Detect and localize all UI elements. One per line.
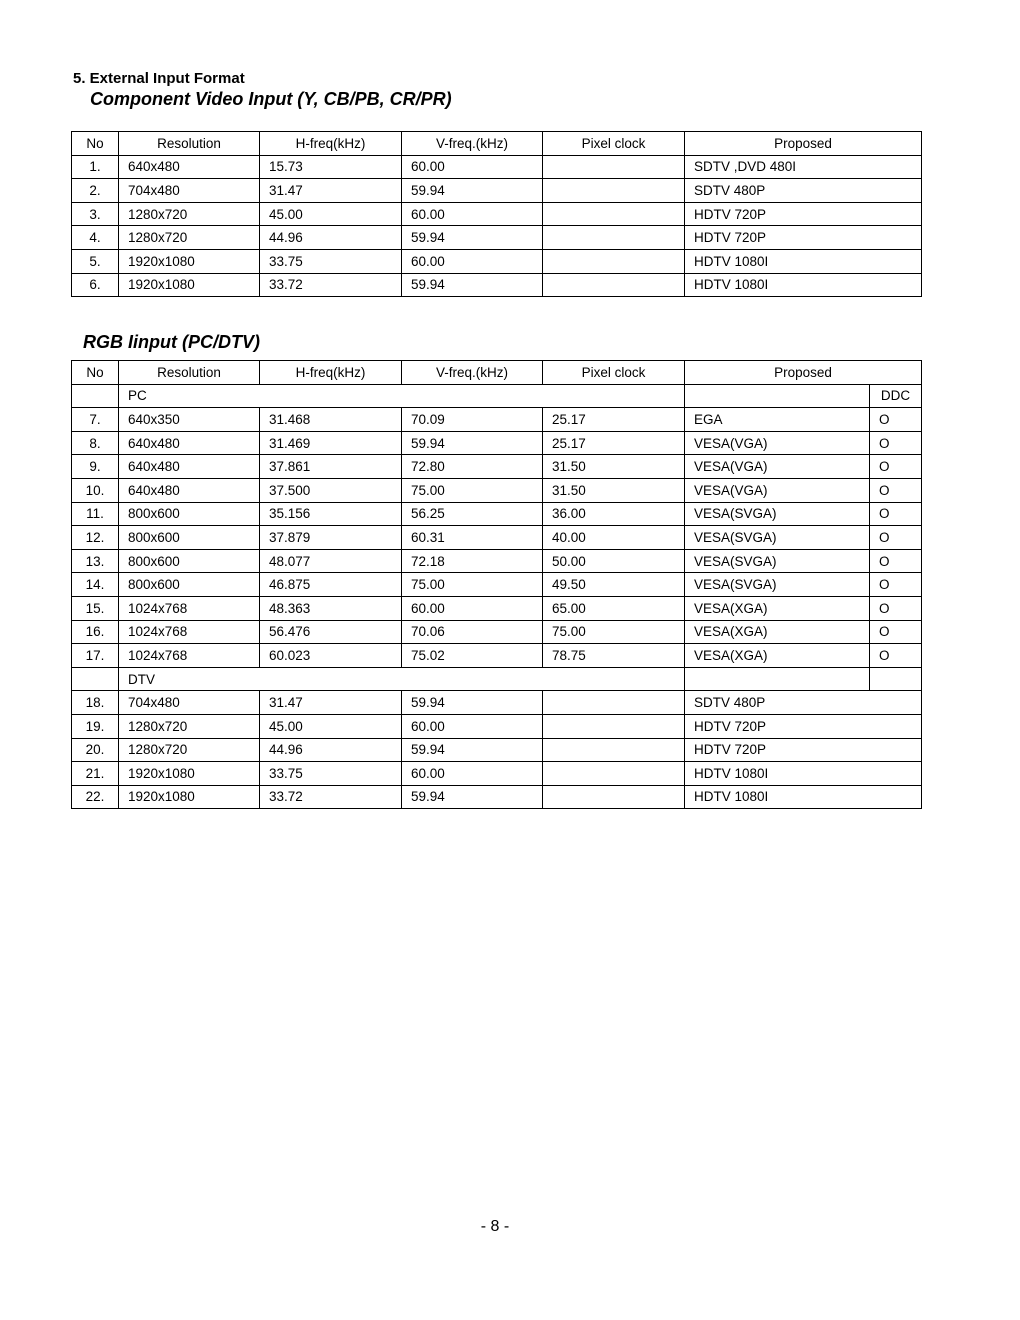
cell-ddc: O xyxy=(870,478,922,502)
cell-no: 9. xyxy=(72,455,119,479)
cell-vfreq: 56.25 xyxy=(402,502,543,526)
cell-ddc: O xyxy=(870,526,922,550)
cell-vfreq: 60.31 xyxy=(402,526,543,550)
table-row xyxy=(72,502,922,526)
cell-proposed: HDTV 720P xyxy=(685,202,922,226)
cell-pixel-clock: 75.00 xyxy=(543,620,685,644)
cell-ddc: O xyxy=(870,549,922,573)
cell-hfreq: 45.00 xyxy=(260,202,402,226)
page-number: - 8 - xyxy=(480,1218,510,1235)
cell-hfreq: 33.72 xyxy=(260,785,402,809)
group-proposed-cell xyxy=(685,384,870,408)
group-no-cell xyxy=(72,384,119,408)
cell-resolution: 800x600 xyxy=(119,502,260,526)
cell-hfreq: 35.156 xyxy=(260,502,402,526)
header-vfreq: V-freq.(kHz) xyxy=(402,132,543,156)
cell-resolution: 1024x768 xyxy=(119,620,260,644)
cell-no: 8. xyxy=(72,431,119,455)
cell-no: 2. xyxy=(72,179,119,203)
cell-hfreq: 44.96 xyxy=(260,226,402,250)
cell-ddc: O xyxy=(870,431,922,455)
table-row xyxy=(72,202,922,226)
cell-hfreq: 31.47 xyxy=(260,179,402,203)
cell-vfreq: 70.09 xyxy=(402,408,543,432)
group-ddc-cell xyxy=(870,667,922,691)
cell-pixel-clock xyxy=(543,249,685,273)
cell-pixel-clock: 49.50 xyxy=(543,573,685,597)
component-video-table xyxy=(71,131,922,297)
table-row xyxy=(72,549,922,573)
rgb-input-title: RGB Iinput (PC/DTV) xyxy=(83,332,260,352)
cell-vfreq: 72.80 xyxy=(402,455,543,479)
cell-proposed: SDTV ,DVD 480I xyxy=(685,155,922,179)
table-row xyxy=(72,738,922,762)
cell-vfreq: 60.00 xyxy=(402,202,543,226)
cell-pixel-clock: 31.50 xyxy=(543,455,685,479)
section-heading: 5. External Input Format xyxy=(73,70,245,87)
cell-pixel-clock: 78.75 xyxy=(543,644,685,668)
cell-proposed: VESA(XGA) xyxy=(685,644,870,668)
cell-no: 17. xyxy=(72,644,119,668)
cell-hfreq: 45.00 xyxy=(260,714,402,738)
cell-vfreq: 59.94 xyxy=(402,273,543,297)
cell-resolution: 704x480 xyxy=(119,691,260,715)
cell-hfreq: 37.861 xyxy=(260,455,402,479)
table-row xyxy=(72,620,922,644)
table-row xyxy=(72,249,922,273)
table-row xyxy=(72,155,922,179)
cell-pixel-clock xyxy=(543,226,685,250)
group-label-dtv: DTV xyxy=(119,667,685,691)
cell-resolution: 704x480 xyxy=(119,179,260,203)
table-header-row xyxy=(72,132,922,156)
table-row xyxy=(72,179,922,203)
cell-proposed: HDTV 1080I xyxy=(685,273,922,297)
cell-hfreq: 37.879 xyxy=(260,526,402,550)
cell-ddc: O xyxy=(870,644,922,668)
cell-no: 12. xyxy=(72,526,119,550)
cell-vfreq: 59.94 xyxy=(402,785,543,809)
cell-pixel-clock xyxy=(543,155,685,179)
cell-no: 3. xyxy=(72,202,119,226)
cell-pixel-clock: 40.00 xyxy=(543,526,685,550)
cell-no: 19. xyxy=(72,714,119,738)
cell-resolution: 1280x720 xyxy=(119,226,260,250)
cell-pixel-clock: 25.17 xyxy=(543,431,685,455)
cell-vfreq: 60.00 xyxy=(402,155,543,179)
cell-no: 11. xyxy=(72,502,119,526)
table-header-row xyxy=(72,361,922,385)
cell-resolution: 1280x720 xyxy=(119,202,260,226)
cell-hfreq: 33.75 xyxy=(260,762,402,786)
component-video-title: Component Video Input (Y, CB/PB, CR/PR) xyxy=(90,89,452,109)
cell-hfreq: 60.023 xyxy=(260,644,402,668)
cell-proposed: HDTV 1080I xyxy=(685,785,922,809)
cell-no: 10. xyxy=(72,478,119,502)
cell-resolution: 1920x1080 xyxy=(119,762,260,786)
table-row xyxy=(72,691,922,715)
cell-hfreq: 56.476 xyxy=(260,620,402,644)
cell-resolution: 1920x1080 xyxy=(119,273,260,297)
cell-proposed: VESA(VGA) xyxy=(685,431,870,455)
group-row-pc xyxy=(72,384,922,408)
cell-vfreq: 72.18 xyxy=(402,549,543,573)
cell-resolution: 640x480 xyxy=(119,431,260,455)
cell-resolution: 1024x768 xyxy=(119,644,260,668)
header-pixel-clock: Pixel clock xyxy=(543,132,685,156)
header-no: No xyxy=(72,132,119,156)
cell-resolution: 800x600 xyxy=(119,549,260,573)
cell-no: 16. xyxy=(72,620,119,644)
cell-pixel-clock xyxy=(543,785,685,809)
table-row xyxy=(72,573,922,597)
cell-resolution: 640x350 xyxy=(119,408,260,432)
cell-hfreq: 15.73 xyxy=(260,155,402,179)
header-pixel-clock: Pixel clock xyxy=(543,361,685,385)
cell-pixel-clock xyxy=(543,762,685,786)
cell-hfreq: 33.75 xyxy=(260,249,402,273)
cell-hfreq: 31.47 xyxy=(260,691,402,715)
cell-pixel-clock: 25.17 xyxy=(543,408,685,432)
cell-resolution: 1920x1080 xyxy=(119,249,260,273)
cell-ddc: O xyxy=(870,596,922,620)
cell-no: 6. xyxy=(72,273,119,297)
table-row xyxy=(72,596,922,620)
cell-resolution: 1024x768 xyxy=(119,596,260,620)
cell-no: 13. xyxy=(72,549,119,573)
cell-vfreq: 70.06 xyxy=(402,620,543,644)
cell-vfreq: 59.94 xyxy=(402,691,543,715)
header-hfreq: H-freq(kHz) xyxy=(260,132,402,156)
group-no-cell xyxy=(72,667,119,691)
cell-proposed: SDTV 480P xyxy=(685,179,922,203)
header-vfreq: V-freq.(kHz) xyxy=(402,361,543,385)
cell-no: 15. xyxy=(72,596,119,620)
cell-proposed: VESA(SVGA) xyxy=(685,502,870,526)
table-row xyxy=(72,785,922,809)
cell-no: 14. xyxy=(72,573,119,597)
table-row xyxy=(72,226,922,250)
table-row xyxy=(72,431,922,455)
cell-pixel-clock xyxy=(543,179,685,203)
cell-proposed: VESA(VGA) xyxy=(685,455,870,479)
cell-no: 18. xyxy=(72,691,119,715)
cell-proposed: HDTV 720P xyxy=(685,226,922,250)
cell-hfreq: 33.72 xyxy=(260,273,402,297)
header-no: No xyxy=(72,361,119,385)
cell-ddc: O xyxy=(870,502,922,526)
cell-pixel-clock xyxy=(543,273,685,297)
cell-pixel-clock: 50.00 xyxy=(543,549,685,573)
cell-ddc: O xyxy=(870,408,922,432)
cell-no: 21. xyxy=(72,762,119,786)
cell-proposed: VESA(SVGA) xyxy=(685,526,870,550)
cell-vfreq: 75.02 xyxy=(402,644,543,668)
cell-pixel-clock xyxy=(543,738,685,762)
header-resolution: Resolution xyxy=(119,361,260,385)
table-row xyxy=(72,273,922,297)
cell-proposed: EGA xyxy=(685,408,870,432)
cell-resolution: 1920x1080 xyxy=(119,785,260,809)
cell-vfreq: 60.00 xyxy=(402,714,543,738)
cell-pixel-clock: 65.00 xyxy=(543,596,685,620)
ddc-header: DDC xyxy=(870,384,922,408)
cell-pixel-clock: 36.00 xyxy=(543,502,685,526)
cell-resolution: 640x480 xyxy=(119,455,260,479)
cell-hfreq: 48.363 xyxy=(260,596,402,620)
cell-proposed: HDTV 1080I xyxy=(685,249,922,273)
cell-pixel-clock: 31.50 xyxy=(543,478,685,502)
cell-proposed: SDTV 480P xyxy=(685,691,922,715)
cell-proposed: VESA(SVGA) xyxy=(685,573,870,597)
cell-no: 4. xyxy=(72,226,119,250)
cell-ddc: O xyxy=(870,620,922,644)
cell-hfreq: 31.469 xyxy=(260,431,402,455)
cell-vfreq: 60.00 xyxy=(402,249,543,273)
cell-resolution: 1280x720 xyxy=(119,714,260,738)
cell-hfreq: 31.468 xyxy=(260,408,402,432)
header-resolution: Resolution xyxy=(119,132,260,156)
cell-vfreq: 59.94 xyxy=(402,226,543,250)
cell-vfreq: 60.00 xyxy=(402,762,543,786)
cell-hfreq: 46.875 xyxy=(260,573,402,597)
cell-pixel-clock xyxy=(543,714,685,738)
cell-proposed: VESA(VGA) xyxy=(685,478,870,502)
cell-vfreq: 59.94 xyxy=(402,179,543,203)
group-label-pc: PC xyxy=(119,384,685,408)
table-row xyxy=(72,762,922,786)
cell-vfreq: 59.94 xyxy=(402,738,543,762)
cell-no: 7. xyxy=(72,408,119,432)
cell-proposed: VESA(XGA) xyxy=(685,620,870,644)
table-row xyxy=(72,478,922,502)
cell-proposed: HDTV 720P xyxy=(685,714,922,738)
cell-resolution: 800x600 xyxy=(119,526,260,550)
cell-ddc: O xyxy=(870,573,922,597)
cell-resolution: 800x600 xyxy=(119,573,260,597)
header-proposed: Proposed xyxy=(685,361,922,385)
cell-no: 1. xyxy=(72,155,119,179)
cell-ddc: O xyxy=(870,455,922,479)
cell-vfreq: 75.00 xyxy=(402,573,543,597)
cell-no: 5. xyxy=(72,249,119,273)
cell-hfreq: 44.96 xyxy=(260,738,402,762)
cell-proposed: VESA(XGA) xyxy=(685,596,870,620)
cell-no: 20. xyxy=(72,738,119,762)
group-proposed-cell xyxy=(685,667,870,691)
cell-no: 22. xyxy=(72,785,119,809)
cell-resolution: 1280x720 xyxy=(119,738,260,762)
table-row xyxy=(72,526,922,550)
cell-pixel-clock xyxy=(543,202,685,226)
table-row xyxy=(72,714,922,738)
cell-proposed: VESA(SVGA) xyxy=(685,549,870,573)
cell-proposed: HDTV 1080I xyxy=(685,762,922,786)
cell-vfreq: 75.00 xyxy=(402,478,543,502)
cell-vfreq: 59.94 xyxy=(402,431,543,455)
rgb-input-table xyxy=(71,360,922,809)
cell-pixel-clock xyxy=(543,691,685,715)
table-row xyxy=(72,455,922,479)
cell-hfreq: 48.077 xyxy=(260,549,402,573)
header-proposed: Proposed xyxy=(685,132,922,156)
header-hfreq: H-freq(kHz) xyxy=(260,361,402,385)
cell-vfreq: 60.00 xyxy=(402,596,543,620)
cell-proposed: HDTV 720P xyxy=(685,738,922,762)
cell-hfreq: 37.500 xyxy=(260,478,402,502)
cell-resolution: 640x480 xyxy=(119,155,260,179)
group-row-dtv xyxy=(72,667,922,691)
table-row xyxy=(72,408,922,432)
cell-resolution: 640x480 xyxy=(119,478,260,502)
table-row xyxy=(72,644,922,668)
